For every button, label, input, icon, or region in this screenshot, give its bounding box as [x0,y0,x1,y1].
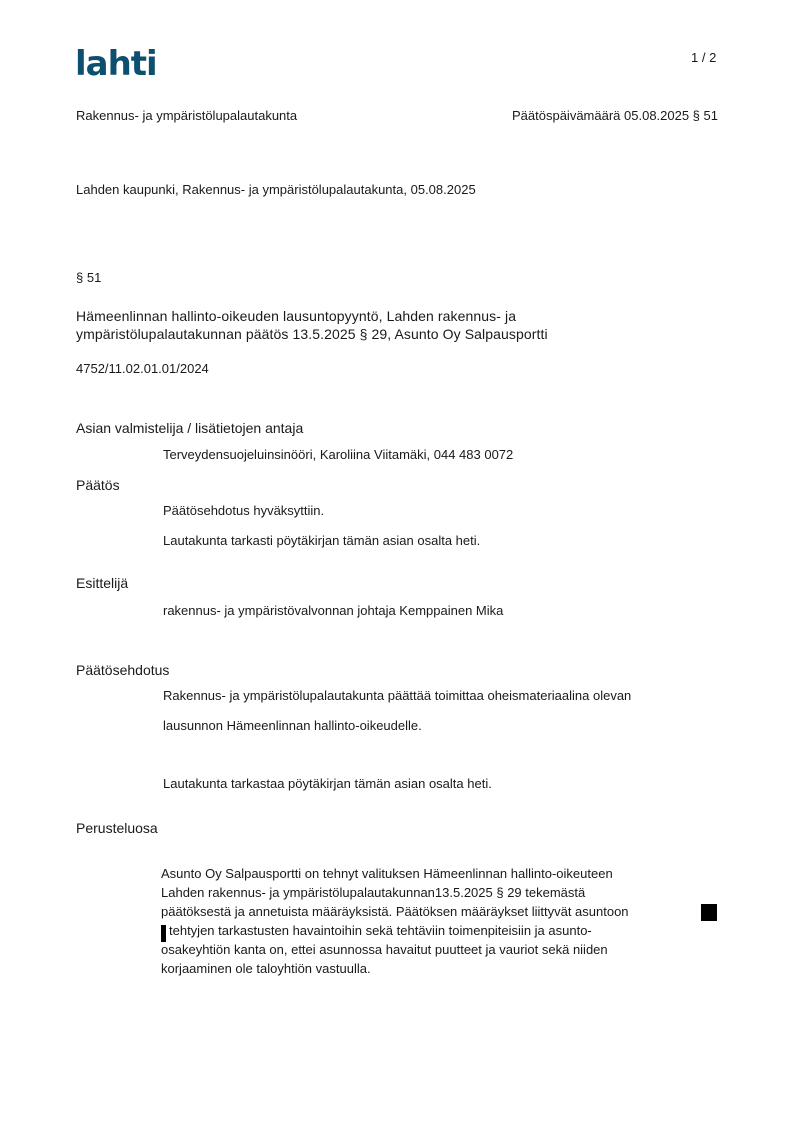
proposal-heading: Päätösehdotus [76,662,170,678]
reasoning-paragraph [161,864,721,978]
reasoning-heading: Perusteluosa [76,820,158,836]
title-line-2: ympäristölupalautakunnan päätös 13.5.2025 § 29, Asunto Oy Salpausportti [76,326,548,342]
section-number: § 51 [76,270,102,285]
title-line-1: Hämeenlinnan hallinto-oikeuden lausuntopyyntö, Lahden rakennus- ja [76,308,517,324]
page-number: 1 / 2 [691,50,717,65]
reasoning-line: päätöksestä ja annetuista määräyksistä. Päätöksen määräykset liittyvät asuntoon [161,904,629,919]
reasoning-line: korjaaminen ole taloyhtiön vastuulla. [161,961,371,976]
redaction-block [701,904,717,921]
committee-name: Rakennus- ja ympäristölupalautakunta [76,108,298,123]
lahti-logo: lahti [75,44,157,84]
reasoning-line: osakeyhtiön kanta on, ettei asunnossa havaitut puutteet ja vauriot sekä niiden [161,942,608,957]
proposal-line-3: Lautakunta tarkastaa pöytäkirjan tämän asian osalta heti. [163,776,492,791]
reasoning-line: Asunto Oy Salpausportti on tehnyt valituksen Hämeenlinnan hallinto-oikeuteen [161,866,613,881]
redaction-block [161,925,166,942]
presenter-heading: Esittelijä [76,575,129,591]
preparer-heading: Asian valmistelija / lisätietojen antaja [76,420,304,436]
reasoning-line: tehtyjen tarkastusten havaintoihin sekä tehtäviin toimenpiteisiin ja asunto- [169,923,592,938]
proposal-line-1: Rakennus- ja ympäristölupalautakunta päättää toimittaa oheismateriaalina olevan [163,688,632,703]
proposal-line-2: lausunnon Hämeenlinnan hallinto-oikeudelle. [163,718,422,733]
reasoning-line: Lahden rakennus- ja ympäristölupalautakunnan13.5.2025 § 29 tekemästä [161,885,586,900]
case-number: 4752/11.02.01.01/2024 [76,361,209,376]
decision-line-1: Päätösehdotus hyväksyttiin. [163,503,325,518]
presenter-value: rakennus- ja ympäristövalvonnan johtaja Kemppainen Mika [163,603,504,618]
preparer-value: Terveydensuojeluinsinööri, Karoliina Viitamäki, 044 483 0072 [163,447,514,462]
decision-heading: Päätös [76,477,120,493]
meta-line: Lahden kaupunki, Rakennus- ja ympäristölupalautakunta, 05.08.2025 [76,182,476,197]
decision-line-2: Lautakunta tarkasti pöytäkirjan tämän asian osalta heti. [163,533,481,548]
decision-date: Päätöspäivämäärä 05.08.2025 § 51 [512,108,718,123]
